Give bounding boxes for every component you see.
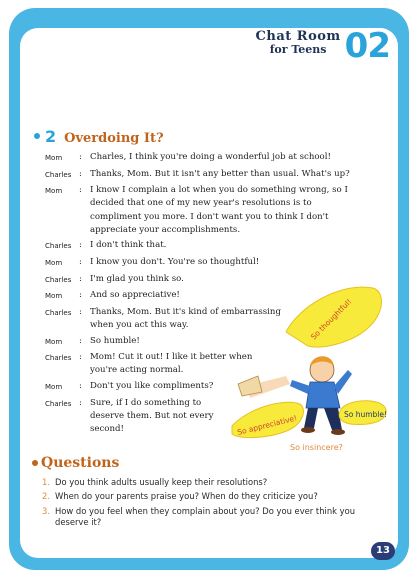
dialogue-text: I don't think that. [90, 240, 167, 251]
speaker: Charles [45, 242, 72, 251]
dialogue-line: Charles : Thanks, Mom. But it's kind of embarrassing when you act this way. [45, 306, 285, 332]
question-item [42, 506, 372, 530]
dialogue-text: I know you don't. You're so thoughtful! [90, 256, 260, 267]
megaphone-icon [238, 376, 262, 396]
speech-bubble-humble-text: So humble! [344, 410, 388, 419]
dialogue-line: Mom : And so appreciative! [45, 289, 365, 303]
speaker: Mom [45, 154, 63, 162]
questions-title: Questions [41, 455, 120, 471]
speaker: Mom [45, 292, 63, 301]
page-number: 13 [371, 542, 395, 560]
dialogue-line: Charles : I don't think that. [45, 239, 365, 253]
insincere-caption: So insincere? [290, 443, 343, 452]
boy-arm-left [290, 380, 310, 394]
dialogue-text: So humble! [90, 335, 140, 346]
compliment-illustration [228, 280, 388, 455]
unit-title [256, 30, 341, 56]
dialogue-line: Mom : I know you don't. You're so thoughtful! [45, 256, 365, 270]
dialogue-line: Charles : Thanks, Mom. But it isn't any better than usual. What's up? [45, 168, 365, 182]
dialogue-line: Mom : Charles, I think you're doing a wonderful job at school! [45, 151, 365, 165]
speaker: Mom [45, 258, 63, 267]
boy-shoe-right [331, 429, 345, 435]
boy-shoe-left [301, 427, 315, 433]
section-number: 2 [45, 127, 57, 146]
unit-title-line1: Chat Room [255, 29, 341, 44]
speech-bubble-thoughtful-text: So thoughtful! [309, 297, 354, 342]
speech-bubble-appreciative-text: So appreciative! [236, 413, 298, 437]
question-number: 3. [42, 505, 50, 516]
dialogue-text: I'm glad you think so. [90, 273, 184, 284]
speaker: Charles [45, 308, 72, 317]
speaker: Charles [45, 399, 72, 408]
boy-legs [304, 408, 342, 430]
dialogue-line: Mom : I know I complain a lot when you do something wrong, so I decided that one of my new year's resolutions is to compliment you more. I don't want you to think I don't appreciate your accomplishments. [45, 184, 365, 237]
dialogue-text: Charles, I think you're doing a wonderful job at school! [90, 152, 331, 162]
questions-list [42, 477, 372, 532]
question-text: Do you think adults usually keep their resolutions? [55, 477, 268, 487]
dialogue-text: Sure, if I do something to deserve them. But not every second! [90, 397, 214, 434]
speaker: Charles [45, 354, 72, 363]
question-item [42, 477, 372, 489]
section-title: Overdoing It? [64, 131, 164, 146]
dialogue-line: Charles : I'm glad you think so. [45, 273, 365, 287]
speaker: Mom [45, 382, 63, 391]
section-heading [34, 127, 164, 146]
dialogue-text: I know I complain a lot when you do something wrong, so I decided that one of my new year's resolutions is to compliment you more. I don't want you to think I don't appreciate your accomplishments. [90, 185, 348, 235]
dialogue-text: And so appreciative! [90, 290, 180, 301]
dialogue-line: Charles : Mom! Cut it out! I like it better when you're acting normal. [45, 351, 260, 377]
dialogue-line: Mom : Don't you like compliments? [45, 380, 365, 394]
unit-number: 02 [344, 26, 390, 66]
unit-header [256, 28, 390, 64]
dialogue-text: Mom! Cut it out! I like it better when you're acting normal. [90, 352, 253, 376]
bullet-icon [32, 460, 38, 466]
boy-arm-right [334, 370, 352, 394]
question-number: 1. [42, 477, 50, 487]
speaker: Charles [45, 170, 72, 179]
unit-title-line2: for Teens [269, 43, 327, 56]
dialogue-line: Mom : So humble! [45, 335, 365, 349]
speaker: Mom [45, 187, 63, 196]
dialogue-text: Thanks, Mom. But it's kind of embarrassing when you act this way. [90, 306, 281, 330]
question-text: How do you feel when they complain about you? Do you ever think you deserve it? [55, 505, 356, 528]
question-item [42, 491, 372, 503]
speaker: Mom [45, 337, 63, 346]
dialogue-text: Don't you like compliments? [90, 380, 214, 391]
questions-heading [32, 455, 119, 471]
question-number: 2. [42, 491, 50, 502]
speaker: Charles [45, 275, 72, 284]
question-text: When do your parents praise you? When do they criticize you? [55, 491, 318, 502]
dialogue-line: Charles : Sure, if I do something to deserve them. But not every second! [45, 397, 225, 437]
dialogue-text: Thanks, Mom. But it isn't any better than usual. What's up? [90, 168, 350, 179]
bullet-icon [34, 133, 40, 139]
